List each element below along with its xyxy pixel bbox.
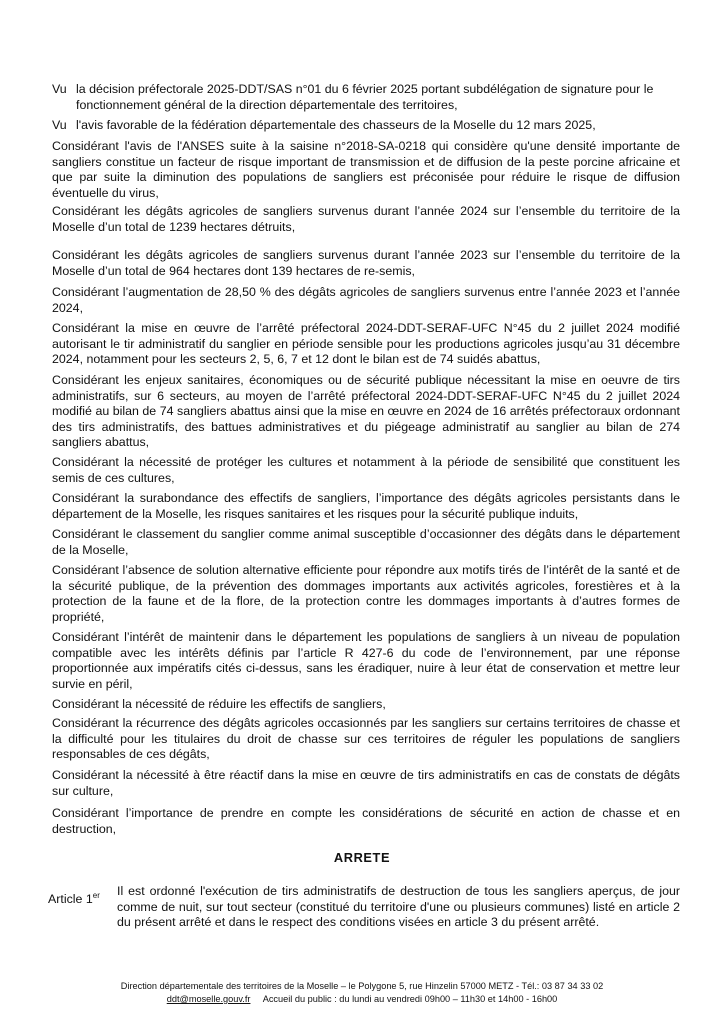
considerant-paragraph: Considérant l’augmentation de 28,50 % des dégâts agricoles de sangliers survenus entre l’année 2023 et l’année 2024, bbox=[52, 285, 680, 315]
considerant-paragraph: Considérant la nécessité de réduire les effectifs de sangliers, bbox=[52, 697, 386, 711]
considerant-paragraph: Considérant les enjeux sanitaires, économiques ou de sécurité publique nécessitant la mise en oeuvre de tirs administratifs, sur 6 secteurs, au moyen de l’arrêté préfectoral 2024-DDT-SERAF-UFC N°45 du 2 juillet 2024 modifié au bilan de 74 sangliers abattus ainsi que la mise en œuvre en 2024 de 16 arrêtés préfectoraux ordonnant des tirs administratifs, des battues administratives et du piégeage administratif au sanglier au bilan de 274 sangliers abattus, bbox=[52, 373, 680, 450]
article-label-sup: er bbox=[92, 891, 100, 900]
vu-lead: Vu bbox=[52, 82, 67, 96]
considerant-paragraph: Considérant l’importance de prendre en compte les considérations de sécurité en action de chasse et en destruction, bbox=[52, 806, 680, 836]
footer-email-link[interactable]: ddt@moselle.gouv.fr bbox=[166, 994, 251, 1004]
considerant-paragraph: Considérant la mise en œuvre de l’arrêté préfectoral 2024-DDT-SERAF-UFC N°45 du 2 juillet 2024 modifié autorisant le tir administratif du sanglier en période sensible pour les productions agricoles jusqu’au 31 décembre 2024, notamment pour les secteurs 2, 5, 6, 7 et 12 dont le bilan est de 74 suidés abattus, bbox=[52, 321, 680, 367]
vu-lead: Vu bbox=[52, 118, 67, 132]
vu-text: la décision préfectorale 2025-DDT/SAS n°01 du 6 février 2025 portant subdélégation de signature pour le fonctionnement général de la direction départementale des territoires, bbox=[76, 82, 654, 112]
considerant-paragraph: Considérant l’absence de solution alternative efficiente pour répondre aux motifs tirés de l’intérêt de la santé et de la sécurité publique, de la prévention des dommages importants aux activités agricoles, forestières et à la protection de la faune et de la flore, de la protection contre les dommages importants à d’autres formes de propriété, bbox=[52, 563, 680, 624]
arrete-title: ARRETE bbox=[333, 850, 391, 865]
considerant-paragraph: Considérant les dégâts agricoles de sangliers survenus durant l’année 2023 sur l’ensemble du territoire de la Moselle d’un total de 964 hectares dont 139 hectares de re-semis, bbox=[52, 248, 680, 278]
considerant-paragraph: Considérant la surabondance des effectifs de sangliers, l’importance des dégâts agricoles persistants dans le département de la Moselle, les risques sanitaires et les risques pour la sécurité publique induits, bbox=[52, 491, 680, 521]
article-text: Il est ordonné l'exécution de tirs administratifs de destruction de tous les sangliers aperçus, de jour comme de nuit, sur tout secteur (constitué du territoire d'une ou plusieurs communes) listé en article 2 du présent arrêté et dans le respect des conditions visées en article 3 du présent arrêté. bbox=[117, 884, 680, 930]
considerant-paragraph: Considérant la nécessité de protéger les cultures et notamment à la période de sensibilité que constituent les semis de ces cultures, bbox=[52, 455, 680, 485]
considerant-paragraph: Considérant le classement du sanglier comme animal susceptible d’occasionner des dégâts dans le département de la Moselle, bbox=[52, 527, 680, 557]
vu-text: l'avis favorable de la fédération départementale des chasseurs de la Moselle du 12 mars 2025, bbox=[76, 118, 596, 132]
footer-address: Direction départementale des territoires de la Moselle – le Polygone 5, rue Hinzelin 57000 METZ - Tél.: 03 87 34 33 02 bbox=[120, 981, 604, 991]
considerant-paragraph: Considérant l'avis de l'ANSES suite à la saisine n°2018-SA-0218 qui considère qu'une densité importante de sangliers constitue un facteur de risque important de transmission et de diffusion de la peste porcine africaine et que par suite la diminution des populations de sangliers est préconisée pour réduire le risque de diffusion éventuelle du virus, bbox=[52, 139, 680, 200]
article-label-text: Article 1 bbox=[48, 892, 93, 907]
considerant-paragraph: Considérant la nécessité à être réactif dans la mise en œuvre de tirs administratifs en cas de constats de dégâts sur culture, bbox=[52, 768, 680, 798]
footer-hours: Accueil du public : du lundi au vendredi 09h00 – 11h30 et 14h00 - 16h00 bbox=[262, 994, 558, 1004]
footer-contact bbox=[0, 993, 724, 1006]
article-label bbox=[48, 891, 100, 906]
considerant-paragraph: Considérant l’intérêt de maintenir dans le département les populations de sangliers à un niveau de population compatible avec les intérêts définis par l’article R 427-6 du code de l’environnement, par une réponse proportionnée aux impératifs cités ci-dessus, sans les éradiquer, nuire à leur état de conservation et mettre leur survie en péril, bbox=[52, 630, 680, 691]
considerant-paragraph: Considérant les dégâts agricoles de sangliers survenus durant l’année 2024 sur l’ensemble du territoire de la Moselle d’un total de 1239 hectares détruits, bbox=[52, 204, 680, 234]
considerant-paragraph: Considérant la récurrence des dégâts agricoles occasionnés par les sangliers sur certains territoires de chasse et la difficulté pour les titulaires du droit de chasse sur ces territoires de réguler les populations de sangliers responsables de ces dégâts, bbox=[52, 716, 680, 762]
